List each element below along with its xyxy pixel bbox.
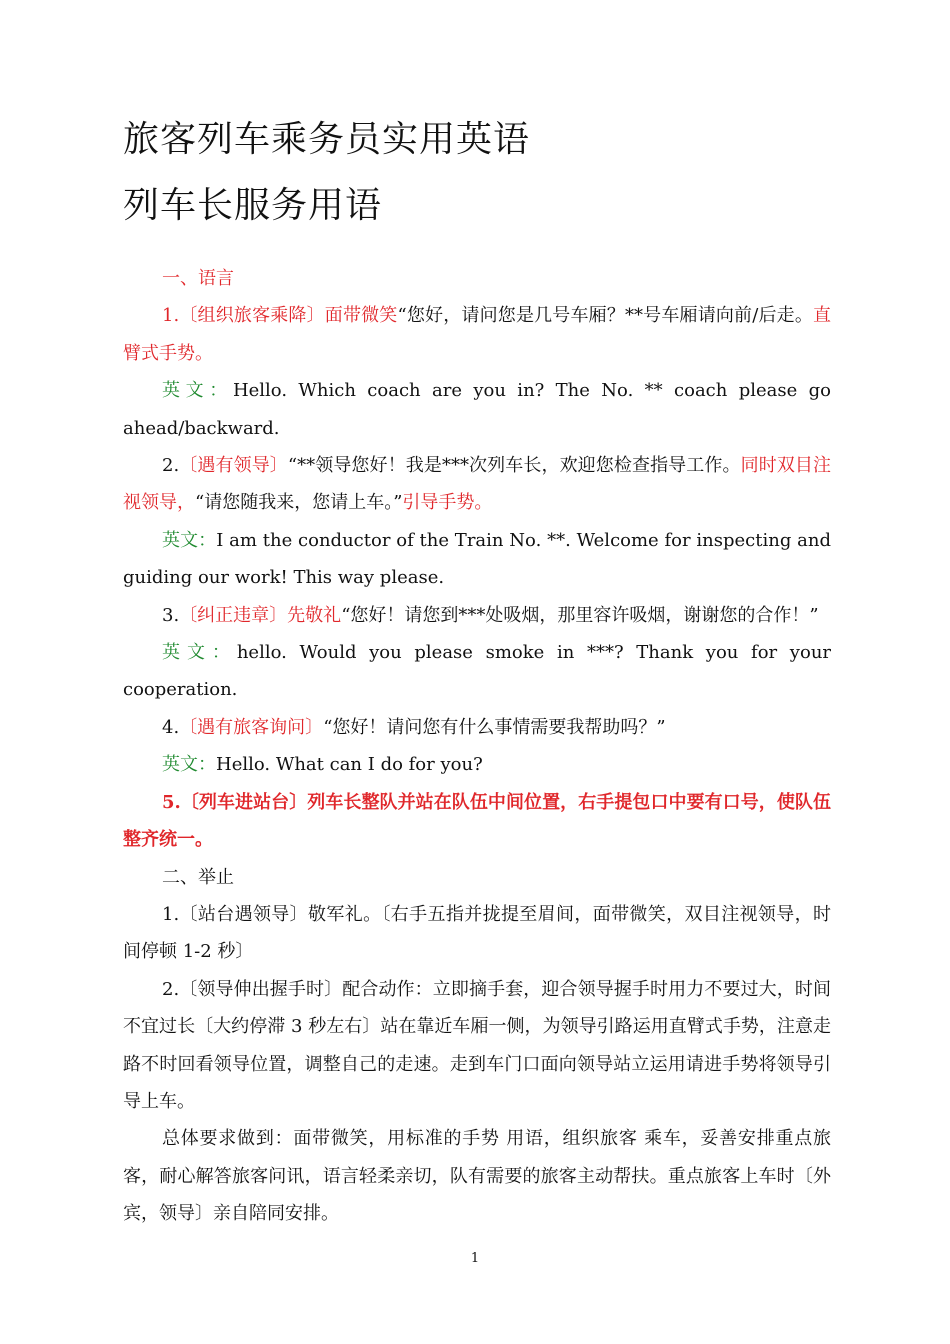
english-label: 英文： <box>162 380 233 402</box>
document-subtitle: 列车长服务用语 <box>123 185 383 226</box>
english-label: 英文： <box>162 642 237 664</box>
item-1-english-text: Hello. Which coach are you in? The No. ** coach please go ahead/backward. <box>123 380 831 439</box>
document-title: 旅客列车乘务员实用英语 <box>123 119 531 160</box>
summary-paragraph: 总体要求做到：面带微笑，用标准的手势 用语，组织旅客 乘车，妥善安排重点旅客，耐心解答旅客问讯，语言轻柔亲切，队有需要的旅客主动帮扶。重点旅客上车时〔外宾，领导〕亲自陪同安排。 <box>123 1128 831 1225</box>
item-2-action-2: 引导手势。 <box>402 492 493 514</box>
item-1 <box>123 297 831 372</box>
item-1-quote: “您好，请问您是几号车厢？**号车厢请向前/后走。 <box>397 305 814 327</box>
item-1-action: 直臂式手势。 <box>123 305 832 364</box>
english-label: 英文： <box>162 754 216 776</box>
item-4-number: 4. <box>162 716 180 738</box>
item-2 <box>123 447 831 522</box>
item-2-english-text: I am the conductor of the Train No. **. Welcome for inspecting and guiding our work! This way please. <box>123 529 832 589</box>
item-3-tag: 〔纠正违章〕先敬礼 <box>179 604 342 626</box>
item-3 <box>123 597 831 634</box>
item-4-english <box>123 746 831 783</box>
item-3-number: 3. <box>162 604 180 626</box>
behavior-item-1: 1.〔站台遇领导〕敬军礼。〔右手五指并拢提至眉间，面带微笑，双目注视领导，时间停顿 1-2 秒〕 <box>123 903 831 963</box>
item-5-text: 5.〔列车进站台〕列车长整队并站在队伍中间位置，右手提包口中要有口号，使队伍整齐统一。 <box>123 791 831 851</box>
item-4-quote: “您好！请问您有什么事情需要我帮助吗？” <box>323 716 666 738</box>
item-3-quote: “您好！请您到***处吸烟，那里容许吸烟，谢谢您的合作！” <box>341 604 819 626</box>
item-1-number: 1. <box>162 305 180 327</box>
behavior-item-2: 2.〔领导伸出握手时〕配合动作：立即摘手套，迎合领导握手时用力不要过大，时间不宜过长〔大约停滞 3 秒左右〕站在靠近车厢一侧，为领导引路运用直臂式手势，注意走路不时回看领导位置，调整自己的走速。走到车门口面向领导站立运用请进手势将领导引导上车。 <box>123 978 831 1112</box>
item-3-english-text: hello. Would you please smoke in ***? Thank you for your cooperation. <box>123 642 832 701</box>
english-label: 英文： <box>162 529 217 551</box>
item-1-tag: 〔组织旅客乘降〕面带微笑 <box>179 305 398 327</box>
section-heading-language: 一、语言 <box>162 268 234 289</box>
section-heading-behavior: 二、举止 <box>162 866 234 888</box>
item-3-english <box>123 634 831 709</box>
item-4 <box>123 709 831 746</box>
item-2-action-1: 同时双目注视领导， <box>123 455 832 514</box>
document-body <box>123 260 831 1233</box>
item-4-tag: 〔遇有旅客询问〕 <box>179 716 324 738</box>
item-2-english <box>123 522 831 597</box>
page-number: 1 <box>470 1251 480 1266</box>
item-1-english <box>123 372 831 447</box>
item-2-number: 2. <box>162 455 180 477</box>
item-5 <box>123 784 831 859</box>
item-2-quote-2: “请您随我来，您请上车。” <box>195 492 403 514</box>
item-2-tag: 〔遇有领导〕 <box>179 455 288 477</box>
item-4-english-text: Hello. What can I do for you? <box>216 754 483 776</box>
item-2-quote: “**领导您好！我是***次列车长，欢迎您检查指导工作。 <box>287 455 741 477</box>
